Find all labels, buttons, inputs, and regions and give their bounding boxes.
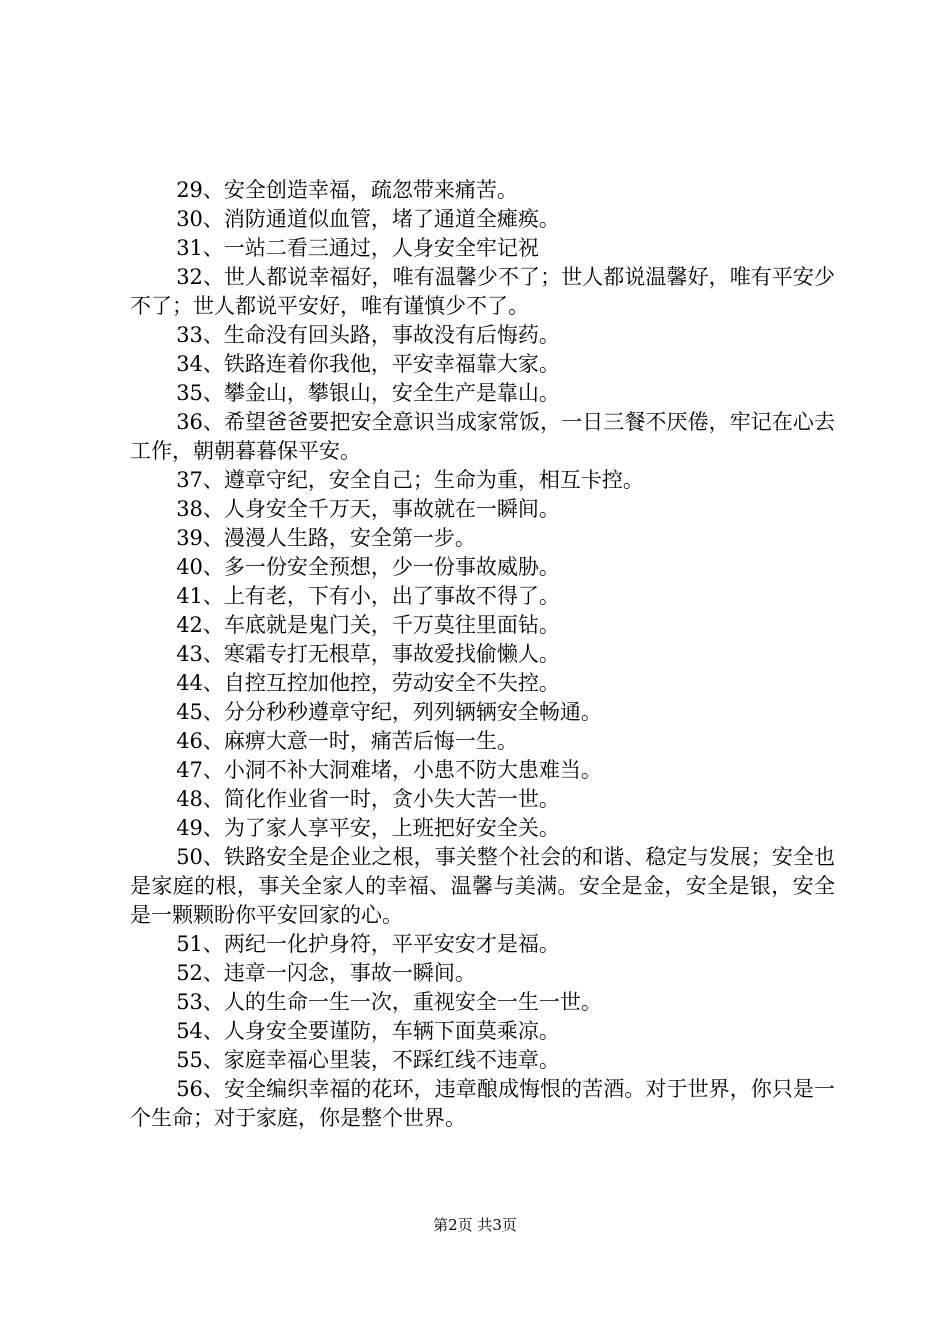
slogan-item: 40、多一份安全预想，少一份事故威胁。 — [176, 555, 560, 579]
slogan-item: 45、分分秒秒遵章守纪，列列辆辆安全畅通。 — [176, 700, 602, 724]
slogan-item: 43、寒霜专打无根草，事故爱找偷懒人。 — [176, 642, 560, 666]
slogan-item: 33、生命没有回头路，事故没有后悔药。 — [176, 323, 560, 347]
slogan-item: 29、安全创造幸福，疏忽带来痛苦。 — [176, 178, 518, 202]
slogan-item: 51、两纪一化护身符，平平安安才是福。 — [176, 932, 560, 956]
page-number-footer: 第2页 共3页 — [433, 1216, 517, 1234]
slogan-item: 34、铁路连着你我他，平安幸福靠大家。 — [176, 352, 560, 376]
slogan-item: 50、铁路安全是企业之根，事关整个社会的和谐、稳定与发展；安全也是家庭的根，事关全家人的幸福、温馨与美满。安全是金，安全是银，安全是一颗颗盼你平安回家的心。 — [130, 845, 835, 927]
slogan-item: 53、人的生命一生一次，重视安全一生一世。 — [176, 990, 602, 1014]
slogan-item: 31、一站二看三通过，人身安全牢记祝 — [176, 236, 539, 260]
slogan-item: 52、违章一闪念，事故一瞬间。 — [176, 961, 476, 985]
slogan-item: 46、麻痹大意一时，痛苦后悔一生。 — [176, 729, 518, 753]
slogan-item: 56、安全编织幸福的花环，违章酿成悔恨的苦酒。对于世界，你只是一个生命；对于家庭，你是整个世界。 — [130, 1077, 835, 1130]
slogan-item: 30、消防通道似血管，堵了通道全瘫痪。 — [176, 207, 560, 231]
slogan-item: 47、小洞不补大洞难堵，小患不防大患难当。 — [176, 758, 602, 782]
slogan-list — [130, 176, 835, 1133]
slogan-item: 42、车底就是鬼门关，千万莫往里面钻。 — [176, 613, 560, 637]
slogan-item: 48、简化作业省一时，贪小失大苦一世。 — [176, 787, 560, 811]
slogan-item: 38、人身安全千万天，事故就在一瞬间。 — [176, 497, 560, 521]
slogan-item: 54、人身安全要谨防，车辆下面莫乘凉。 — [176, 1019, 560, 1043]
slogan-item: 39、漫漫人生路，安全第一步。 — [176, 526, 476, 550]
slogan-item: 55、家庭幸福心里装，不踩红线不违章。 — [176, 1048, 560, 1072]
slogan-item: 37、遵章守纪，安全自己；生命为重，相互卡控。 — [176, 468, 644, 492]
slogan-item: 41、上有老，下有小，出了事故不得了。 — [176, 584, 560, 608]
slogan-item: 32、世人都说幸福好，唯有温馨少不了；世人都说温馨好，唯有平安少不了；世人都说平安好，唯有谨慎少不了。 — [130, 265, 835, 318]
slogan-item: 44、自控互控加他控，劳动安全不失控。 — [176, 671, 560, 695]
slogan-item: 36、希望爸爸要把安全意识当成家常饭，一日三餐不厌倦，牢记在心去工作，朝朝暮暮保平安。 — [130, 410, 835, 463]
slogan-item: 49、为了家人享平安，上班把好安全关。 — [176, 816, 560, 840]
slogan-item: 35、攀金山，攀银山，安全生产是靠山。 — [176, 381, 560, 405]
